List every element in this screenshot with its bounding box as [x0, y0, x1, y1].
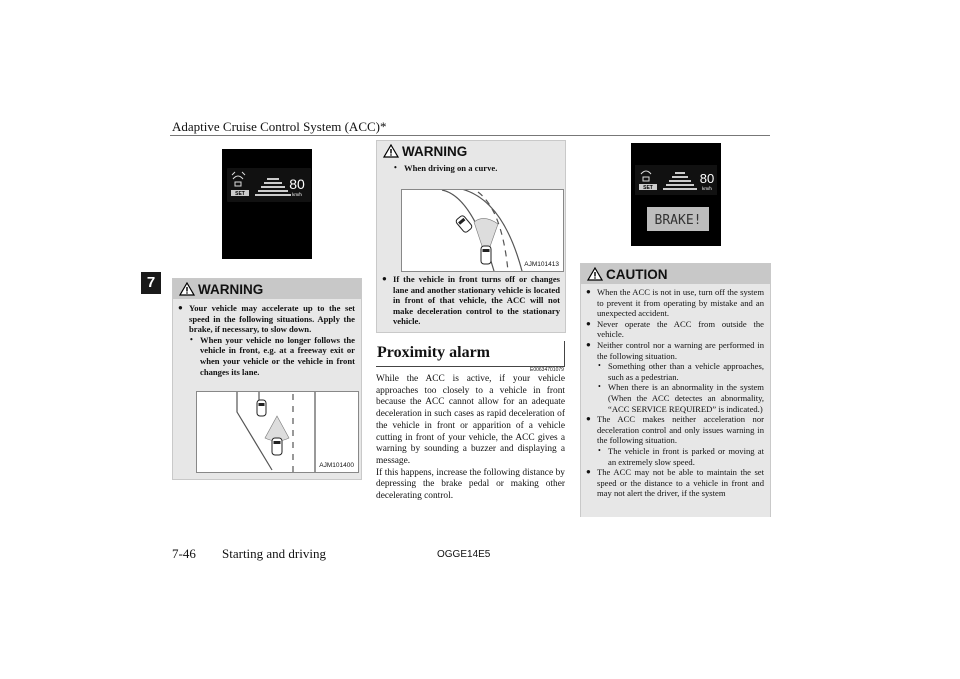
footer-section: Starting and driving [222, 546, 326, 561]
image-code: AJM101400 [319, 462, 354, 469]
caution-bullet: ● Neither control nor a warning are performed in the following situation. [586, 339, 764, 361]
caution-bullet: ● The ACC may not be able to maintain the set speed or the distance to a vehicle in front and may not alert the driver, if the system [586, 467, 764, 499]
speed-unit: km/h [292, 192, 302, 197]
caution-box [580, 263, 771, 517]
section-code: E00634701079 [530, 367, 564, 373]
warning-triangle-icon [383, 144, 399, 158]
warning-label: WARNING [402, 143, 468, 159]
set-speed-value: 80 [289, 176, 305, 192]
footer-code: OGGE14E5 [437, 549, 491, 560]
caution-sub-bullet: • When there is an abnormality in the system (When the ACC detectes an abnormality, “ACC SERVICE REQUIRED” is indicated.) [598, 382, 764, 414]
warning-box-2 [376, 140, 566, 333]
caution-triangle-icon [587, 267, 603, 281]
warning-label: WARNING [198, 281, 264, 297]
chapter-tab: 7 [141, 272, 161, 294]
page-header-title: Adaptive Cruise Control System (ACC)* [172, 119, 387, 134]
own-car-icon [481, 246, 491, 264]
brake-message: BRAKE! [654, 213, 702, 228]
set-label: SET [643, 185, 653, 191]
set-label: SET [235, 191, 245, 197]
caution-sub-bullet: • Something other than a vehicle approaches, such as a pedestrian. [598, 361, 764, 382]
acc-display-image [222, 149, 312, 259]
caution-header [581, 264, 770, 284]
header-rule [170, 135, 770, 136]
warning-sub-bullet: • When your vehicle no longer follows the vehicle in front, e.g. at a freeway exit or when your vehicle or the vehicle in front changes its lane. [190, 334, 355, 377]
warning-box-1 [172, 278, 362, 480]
warning-header [173, 279, 361, 299]
warning-triangle-icon [179, 282, 195, 296]
speed-unit: km/h [702, 186, 712, 191]
caution-bullet: ● The ACC makes neither acceleration nor deceleration control and only issues warning in the following situation. [586, 414, 764, 446]
warning-header [377, 141, 565, 161]
proximity-paragraph-2: If this happens, increase the following distance by depressing the brake pedal or making other decelerating control. [376, 467, 565, 502]
proximity-body [376, 374, 565, 503]
curve-diagram [402, 190, 563, 271]
caution-sub-bullet: • The vehicle in front is parked or moving at an extremely slow speed. [598, 445, 764, 467]
freeway-exit-diagram [197, 392, 358, 472]
caution-bullet: ● When the ACC is not in use, turn off the system to prevent it from operating by mistake and an unexpected accident. [586, 287, 764, 319]
set-speed-value: 80 [699, 171, 715, 186]
section-title: Proximity alarm [376, 341, 565, 367]
curve-front-car-icon [455, 215, 473, 234]
own-car-icon [272, 438, 282, 455]
image-code: AJM101413 [524, 261, 559, 268]
proximity-paragraph-1: While the ACC is active, if your vehicle approaches too closely to a vehicle in front because the ACC cannot allow for an adequate deceleration in such cases as rapid deceleration of the vehicle in front or apparition of a vehicle cutting in front of your vehicle, the ACC gives a warning by sounding a buzzer and displaying a message. [376, 374, 565, 466]
caution-label: CAUTION [606, 266, 668, 282]
warning-bullet: ● If the vehicle in front turns off or changes lane and another stationary vehicle is located in front of that vehicle, the ACC will not make deceleration control to the stationary vehicle. [382, 274, 560, 327]
warning-sub-bullet: • When driving on a curve. [394, 163, 498, 173]
lane-change-illustration [196, 391, 359, 473]
acc-brake-display-image [631, 143, 721, 246]
caution-list [581, 284, 770, 499]
front-car-icon [257, 400, 266, 416]
page-number: 7-46 [172, 546, 196, 561]
warning-bullet: ● Your vehicle may accelerate up to the set speed in the following situations. Apply the brake, if necessary, to slow down. [178, 303, 355, 335]
caution-bullet: ● Never operate the ACC from outside the vehicle. [586, 318, 764, 340]
curve-illustration [401, 189, 564, 272]
